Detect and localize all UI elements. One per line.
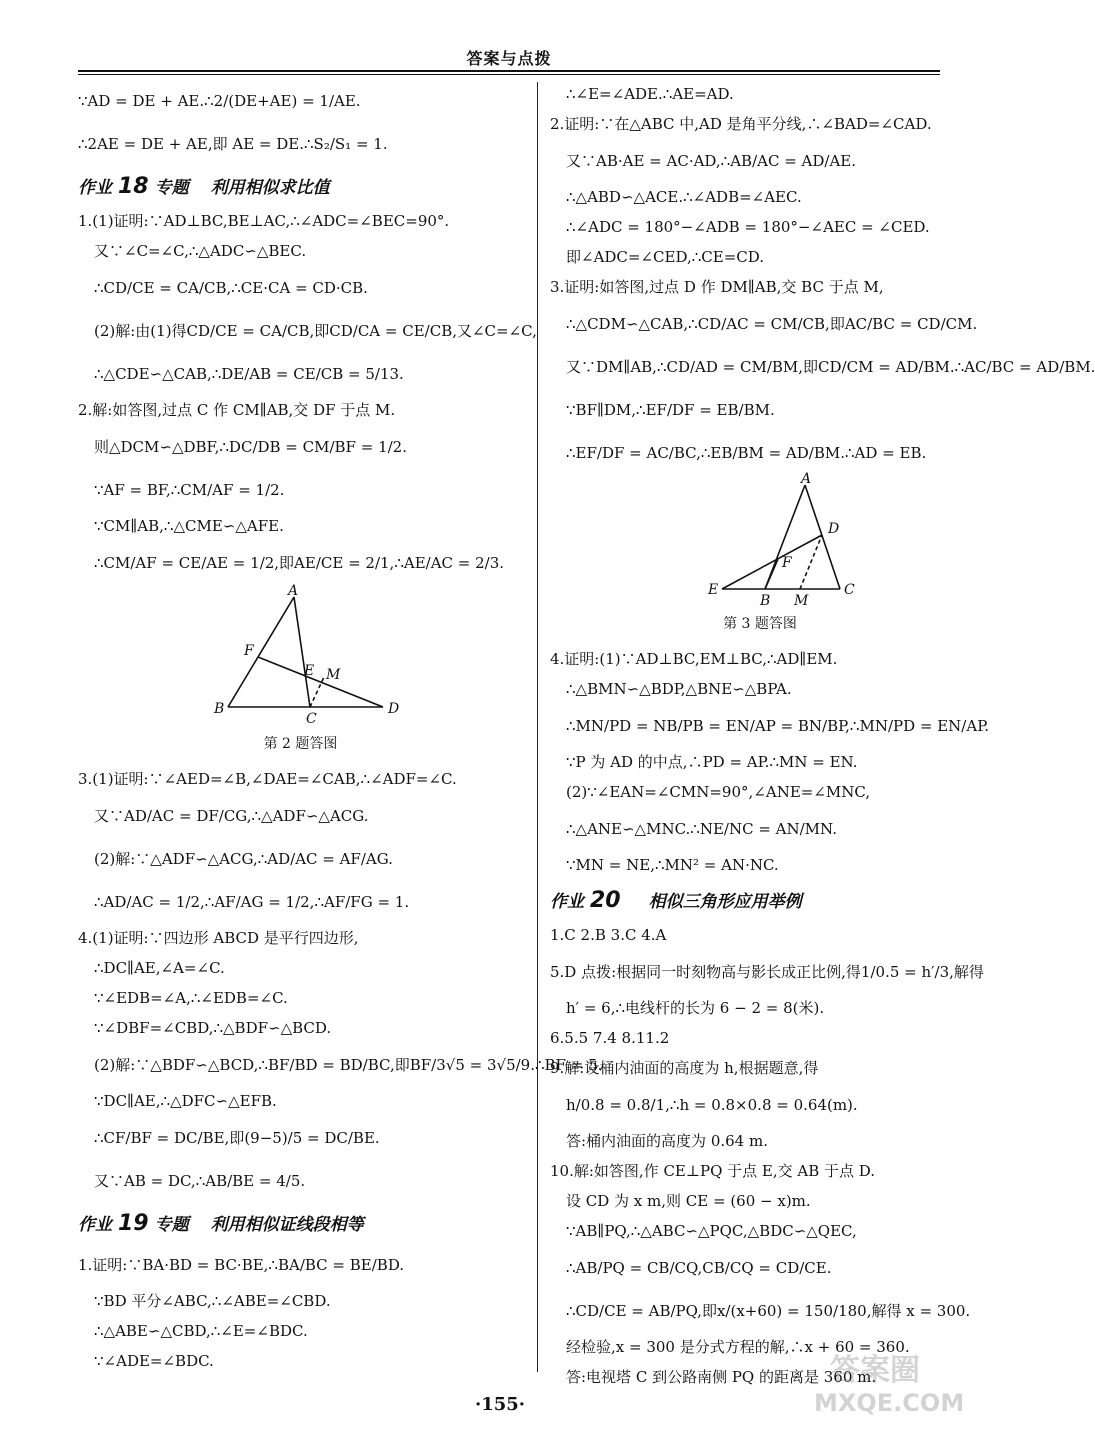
answer-line: ∵MN = NE,∴MN² = AN·NC. xyxy=(566,856,779,874)
answer-line: ∵BF∥DM,∴EF/DF = EB/BM. xyxy=(566,401,775,419)
point-label: C xyxy=(844,582,855,598)
point-label: B xyxy=(760,593,771,609)
segment-md xyxy=(800,535,822,589)
answer-line: 又∵AB = DC,∴AB/BE = 4/5. xyxy=(94,1172,306,1190)
answer-line: (2)解:∵△ADF∽△ACG,∴AD/AC = AF/AG. xyxy=(94,850,393,868)
answer-line: ∵∠EDB=∠A,∴∠EDB=∠C. xyxy=(94,989,288,1007)
answer-line: ∵P 为 AD 的中点,∴PD = AP.∴MN = EN. xyxy=(566,753,858,771)
answer-line: 答:电视塔 C 到公路南侧 PQ 的距离是 360 m. xyxy=(566,1368,877,1386)
answer-line: ∴AD/AC = 1/2,∴AF/AG = 1/2,∴AF/FG = 1. xyxy=(94,893,410,911)
answer-line: 3.证明:如答图,过点 D 作 DM∥AB,交 BC 于点 M, xyxy=(550,278,884,296)
answer-line: ∴△ANE∽△MNC.∴NE/NC = AN/MN. xyxy=(566,820,837,838)
point-label: D xyxy=(388,701,400,717)
segment-cm xyxy=(310,677,324,707)
answer-line: 1.C 2.B 3.C 4.A xyxy=(550,926,667,944)
answer-line: 1.证明:∵BA·BD = BC·BE,∴BA/BC = BE/BD. xyxy=(78,1256,405,1274)
point-label: E xyxy=(304,663,315,679)
answer-line: ∴AB/PQ = CB/CQ,CB/CQ = CD/CE. xyxy=(566,1259,832,1277)
homework-title: 利用相似证线段相等 xyxy=(210,1215,364,1235)
triangle-diagram-q3 xyxy=(550,471,970,609)
answer-line: 2.解:如答图,过点 C 作 CM∥AB,交 DF 于点 M. xyxy=(78,401,396,419)
point-label: M xyxy=(326,667,341,683)
answer-line: ∵∠DBF=∠CBD,∴△BDF∽△BCD. xyxy=(94,1019,332,1037)
segment-fd xyxy=(258,657,383,707)
answer-line: ∴EF/DF = AC/BC,∴EB/BM = AD/BM.∴AD = EB. xyxy=(566,444,927,462)
answer-line: ∴△CDE∽△CAB,∴DE/AB = CE/CB = 5/13. xyxy=(94,365,404,383)
answer-line: ∴△ABE∽△CBD,∴∠E=∠BDC. xyxy=(94,1322,308,1340)
page-header xyxy=(78,40,940,72)
answer-line: 4.(1)证明:∵四边形 ABCD 是平行四边形, xyxy=(78,929,359,947)
answer-line: ∵DC∥AE,∴△DFC∽△EFB. xyxy=(94,1092,277,1110)
answer-line: 答:桶内油面的高度为 0.64 m. xyxy=(566,1132,768,1150)
answer-line: ∴△ABD∽△ACE.∴∠ADB=∠AEC. xyxy=(566,188,802,206)
answer-line: (2)解:由(1)得CD/CE = CA/CB,即CD/CA = CE/CB,又∠C=∠C, xyxy=(94,322,537,340)
point-label: M xyxy=(794,593,809,609)
watermark-url: MXQE.COM xyxy=(814,1389,965,1417)
column-divider xyxy=(537,82,538,1372)
point-label: B xyxy=(214,701,225,717)
answer-line: ∴CD/CE = CA/CB,∴CE·CA = CD·CB. xyxy=(94,279,368,297)
answer-line: 5.D 点拨:根据同一时刻物高与影长成正比例,得1/0.5 = h′/3,解得 xyxy=(550,963,984,981)
watermark-text: 答案圈 xyxy=(830,1353,920,1388)
homework-number: 18 xyxy=(118,174,149,199)
answer-line: 又∵∠C=∠C,∴△ADC∽△BEC. xyxy=(94,242,307,260)
answer-line: 4.证明:(1)∵AD⊥BC,EM⊥BC,∴AD∥EM. xyxy=(550,650,838,668)
answer-line: ∵AD = DE + AE.∴2/(DE+AE) = 1/AE. xyxy=(78,92,361,110)
answer-line: (2)∵∠EAN=∠CMN=90°,∠ANE=∠MNC, xyxy=(566,783,871,801)
point-label: C xyxy=(306,711,317,727)
answer-line: ∴CF/BF = DC/BE,即(9−5)/5 = DC/BE. xyxy=(94,1129,380,1147)
answer-line: 则△DCM∽△DBF,∴DC/DB = CM/BF = 1/2. xyxy=(94,438,407,456)
answer-line: 即∠ADC=∠CED,∴CE=CD. xyxy=(566,248,765,266)
answer-line: ∴CM/AF = CE/AE = 1/2,即AE/CE = 2/1,∴AE/AC = 2/3. xyxy=(94,554,505,572)
point-label: A xyxy=(801,471,812,487)
segment-ed xyxy=(722,535,822,589)
answer-line: ∵AB∥PQ,∴△ABC∽△PQC,△BDC∽△QEC, xyxy=(566,1222,857,1240)
answer-line: ∵BD 平分∠ABC,∴∠ABE=∠CBD. xyxy=(94,1292,331,1310)
point-label: E xyxy=(708,582,719,598)
figure-caption: 第 3 题答图 xyxy=(723,616,797,632)
answer-line: 3.(1)证明:∵∠AED=∠B,∠DAE=∠CAB,∴∠ADF=∠C. xyxy=(78,770,457,788)
answer-line: ∵AF = BF,∴CM/AF = 1/2. xyxy=(94,481,285,499)
point-label: D xyxy=(828,521,840,537)
answer-line: ∴△BMN∽△BDP,△BNE∽△BPA. xyxy=(566,680,792,698)
segment-ac xyxy=(294,597,310,707)
homework-title: 相似三角形应用举例 xyxy=(648,892,802,912)
answer-line: 又∵AD/AC = DF/CG,∴△ADF∽△ACG. xyxy=(94,807,369,825)
homework-20-heading xyxy=(550,887,970,913)
answer-line: 又∵DM∥AB,∴CD/AD = CM/BM,即CD/CM = AD/BM.∴AC/BC = AD/BM. xyxy=(566,358,1095,376)
figure-caption: 第 2 题答图 xyxy=(263,736,338,752)
answer-line: ∴MN/PD = NB/PB = EN/AP = BN/BP,∴MN/PD = EN/AP. xyxy=(566,717,990,735)
homework-label: 作业 xyxy=(78,1215,112,1235)
answer-line: 2.证明:∵在△ABC 中,AD 是角平分线,∴∠BAD=∠CAD. xyxy=(550,115,932,133)
figure-q2 xyxy=(78,583,523,753)
segment-ac xyxy=(805,485,840,589)
homework-label: 作业 xyxy=(550,892,584,912)
homework-title: 利用相似求比值 xyxy=(210,178,330,198)
answer-line: 6.5.5 7.4 8.11.2 xyxy=(550,1029,670,1047)
answer-line: ∴CD/CE = AB/PQ,即x/(x+60) = 150/180,解得 x = 300. xyxy=(566,1302,971,1320)
page-number: ·155· xyxy=(474,1394,526,1415)
homework-number: 20 xyxy=(590,888,621,913)
triangle-diagram-q2 xyxy=(78,583,523,727)
homework-number: 19 xyxy=(118,1211,149,1236)
homework-label: 作业 xyxy=(78,178,112,198)
answer-line: 9.解:设桶内油面的高度为 h,根据题意,得 xyxy=(550,1059,819,1077)
point-label: F xyxy=(244,643,254,659)
segment-ab xyxy=(228,597,294,707)
answer-line: ∴△CDM∽△CAB,∴CD/AC = CM/CB,即AC/BC = CD/CM. xyxy=(566,315,978,333)
answer-line: ∴2AE = DE + AE,即 AE = DE.∴S₂/S₁ = 1. xyxy=(78,135,388,153)
answer-line: ∵∠ADE=∠BDC. xyxy=(94,1352,214,1370)
homework-type: 专题 xyxy=(154,178,189,198)
answer-line: 1.(1)证明:∵AD⊥BC,BE⊥AC,∴∠ADC=∠BEC=90°. xyxy=(78,212,450,230)
homework-type: 专题 xyxy=(154,1215,189,1235)
answer-line: ∴∠E=∠ADE.∴AE=AD. xyxy=(566,85,734,103)
homework-19-heading xyxy=(78,1210,523,1236)
watermark-logo xyxy=(810,1345,980,1425)
point-label: F xyxy=(782,555,792,571)
answer-line: ∵CM∥AB,∴△CME∽△AFE. xyxy=(94,517,284,535)
answer-line: (2)解:∵△BDF∽△BCD,∴BF/BD = BD/BC,即BF/3√5 = 3√5/9.∴BF = 5. xyxy=(94,1056,603,1074)
answer-line: ∴DC∥AE,∠A=∠C. xyxy=(94,959,225,977)
answer-line: 10.解:如答图,作 CE⊥PQ 于点 E,交 AB 于点 D. xyxy=(550,1162,876,1180)
figure-q3 xyxy=(550,471,970,633)
left-column xyxy=(78,82,603,1379)
right-column xyxy=(550,82,1095,1395)
point-label: A xyxy=(288,583,299,599)
answer-line: h′ = 6,∴电线杆的长为 6 − 2 = 8(米). xyxy=(566,999,825,1017)
answer-line: ∴∠ADC = 180°−∠ADB = 180°−∠AEC = ∠CED. xyxy=(566,218,930,236)
answer-line: h/0.8 = 0.8/1,∴h = 0.8×0.8 = 0.64(m). xyxy=(566,1096,858,1114)
header-title: 答案与点拨 xyxy=(466,49,552,68)
answer-line: 设 CD 为 x m,则 CE = (60 − x)m. xyxy=(566,1192,811,1210)
segment-bf xyxy=(765,559,778,589)
header-rule xyxy=(78,74,940,75)
homework-18-heading xyxy=(78,173,523,199)
answer-line: 又∵AB·AE = AC·AD,∴AB/AC = AD/AE. xyxy=(566,152,857,170)
answer-line: 经检验,x = 300 是分式方程的解,∴x + 60 = 360. xyxy=(566,1338,910,1356)
